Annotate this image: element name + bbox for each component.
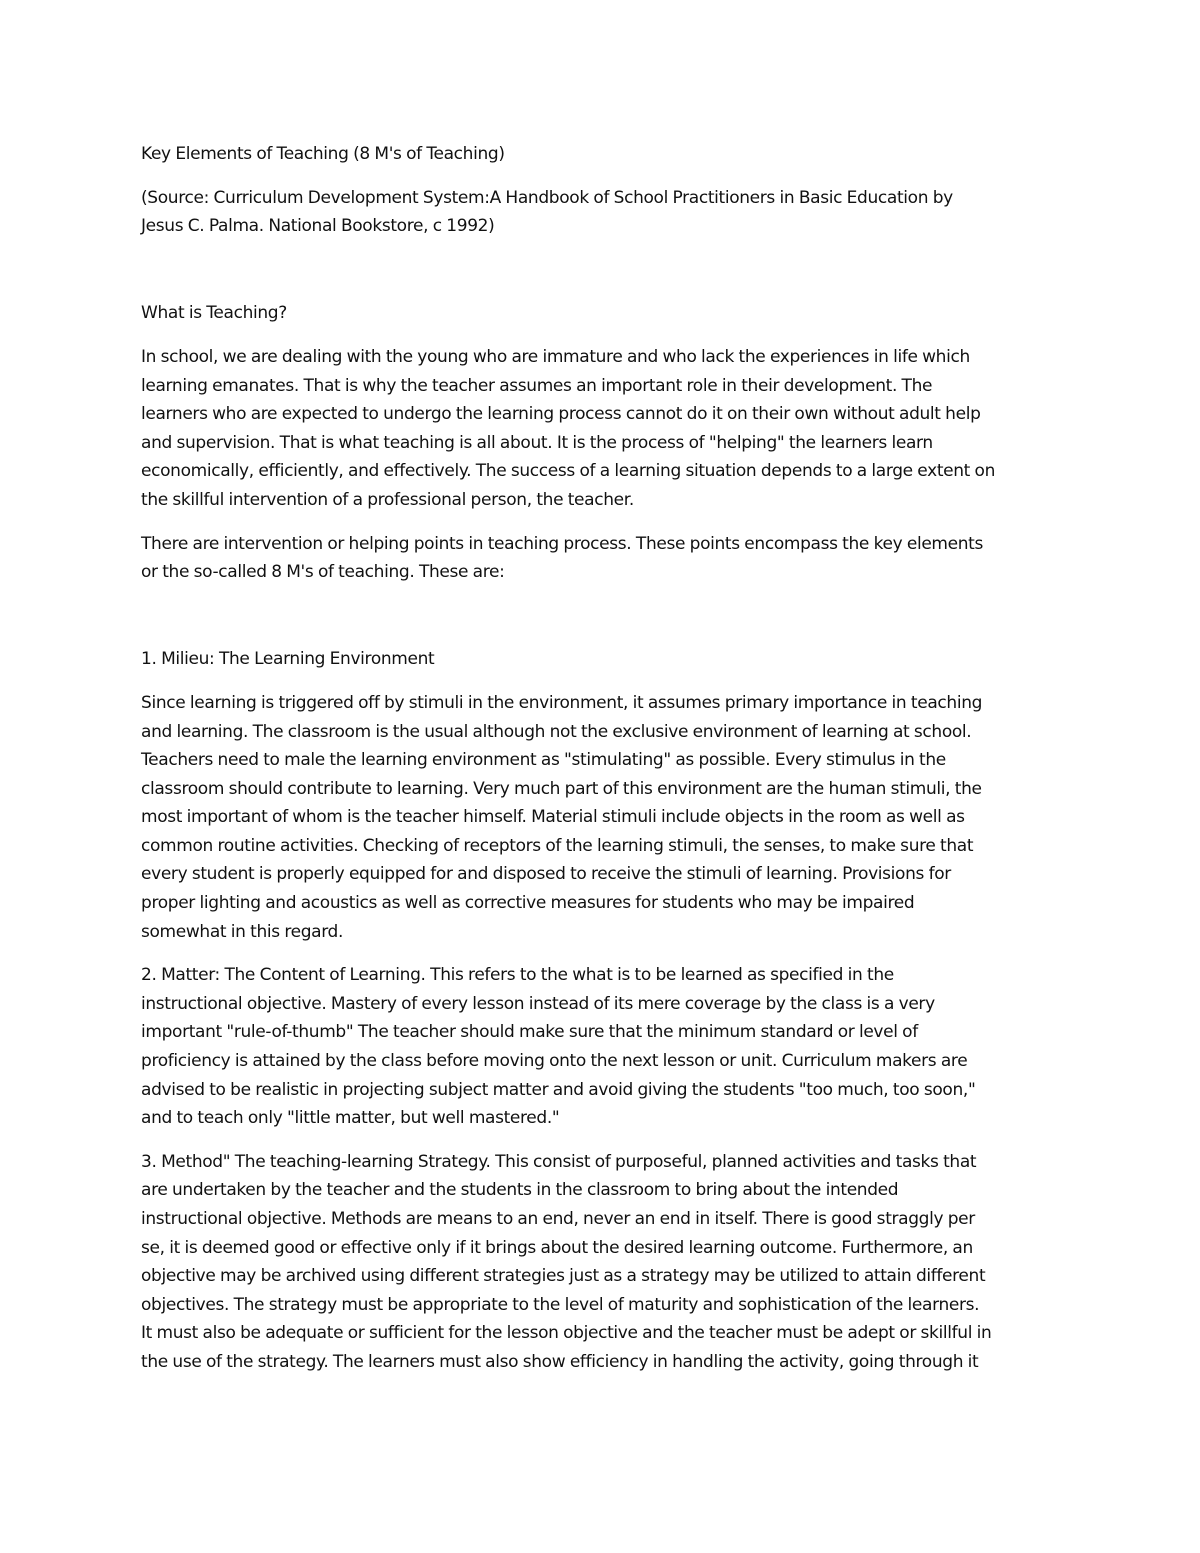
document-body: [141, 140, 1066, 1392]
text-line: or the so-called 8 M's of teaching. These are:: [141, 562, 505, 583]
source-line: (Source: Curriculum Development System:A Handbook of School Practitioners in Basic Education by: [141, 187, 953, 208]
source-line: Jesus C. Palma. National Bookstore, c 1992): [141, 216, 495, 237]
text-line: advised to be realistic in projecting subject matter and avoid giving the students "too much, too soon,": [141, 1079, 976, 1100]
paragraph-method: [141, 1148, 1066, 1377]
document-title: Key Elements of Teaching (8 M's of Teaching): [141, 144, 505, 164]
text-line: In school, we are dealing with the young who are immature and who lack the experiences in life which: [141, 346, 970, 367]
paragraph-matter: [141, 961, 1066, 1133]
text-line: somewhat in this regard.: [141, 921, 344, 942]
text-line: se, it is deemed good or effective only if it brings about the desired learning outcome. Furthermore, an: [141, 1237, 973, 1258]
text-line: are undertaken by the teacher and the students in the classroom to bring about the intended: [141, 1180, 899, 1201]
paragraph-what-is-teaching: [141, 343, 1066, 515]
text-line: objectives. The strategy must be appropriate to the level of maturity and sophistication of the learners.: [141, 1294, 980, 1315]
text-line: learning emanates. That is why the teacher assumes an important role in their development. The: [141, 375, 933, 396]
text-line: and to teach only "little matter, but well mastered.": [141, 1108, 560, 1129]
text-line: the use of the strategy. The learners must also show efficiency in handling the activity, going through it: [141, 1351, 979, 1372]
paragraph-milieu: [141, 689, 1066, 946]
text-line: Since learning is triggered off by stimuli in the environment, it assumes primary importance in teaching: [141, 692, 983, 713]
text-line: There are intervention or helping points in teaching process. These points encompass the key elements: [141, 533, 983, 554]
spacer: [141, 256, 1066, 285]
text-line: common routine activities. Checking of receptors of the learning stimuli, the senses, to make sure that: [141, 835, 974, 856]
text-line: every student is properly equipped for and disposed to receive the stimuli of learning. Provisions for: [141, 864, 951, 885]
text-line: objective may be archived using different strategies just as a strategy may be utilized to attain different: [141, 1266, 986, 1287]
text-line: learners who are expected to undergo the learning process cannot do it on their own without adult help: [141, 404, 981, 425]
text-line: proper lighting and acoustics as well as corrective measures for students who may be impaired: [141, 893, 915, 914]
text-line: economically, efficiently, and effectively. The success of a learning situation depends to a large extent on: [141, 461, 996, 482]
text-line: and supervision. That is what teaching is all about. It is the process of "helping" the learners learn: [141, 432, 933, 453]
text-line: Teachers need to male the learning environment as "stimulating" as possible. Every stimulus in the: [141, 750, 946, 771]
heading-milieu: 1. Milieu: The Learning Environment: [141, 649, 435, 670]
text-line: important "rule-of-thumb" The teacher should make sure that the minimum standard or level of: [141, 1022, 918, 1043]
text-line: 3. Method" The teaching-learning Strategy. This consist of purposeful, planned activities and tasks that: [141, 1151, 977, 1172]
text-line: It must also be adequate or sufficient for the lesson objective and the teacher must be adept or skillful in: [141, 1323, 992, 1344]
text-line: proficiency is attained by the class before moving onto the next lesson or unit. Curriculum makers are: [141, 1051, 968, 1072]
spacer: [141, 602, 1066, 631]
text-line: most important of whom is the teacher himself. Material stimuli include objects in the room as well as: [141, 807, 965, 828]
text-line: classroom should contribute to learning. Very much part of this environment are the human stimuli, the: [141, 778, 982, 799]
heading-what-is-teaching: What is Teaching?: [141, 303, 287, 324]
text-line: 2. Matter: The Content of Learning. This refers to the what is to be learned as specified in the: [141, 965, 894, 986]
text-line: instructional objective. Methods are means to an end, never an end in itself. There is good straggly per: [141, 1209, 975, 1229]
text-line: instructional objective. Mastery of every lesson instead of its mere coverage by the class is a very: [141, 993, 935, 1014]
paragraph-intervention-points: [141, 530, 1066, 587]
source-citation: [141, 184, 1066, 241]
text-line: the skillful intervention of a professional person, the teacher.: [141, 489, 634, 510]
text-line: and learning. The classroom is the usual although not the exclusive environment of learning at school.: [141, 721, 972, 742]
